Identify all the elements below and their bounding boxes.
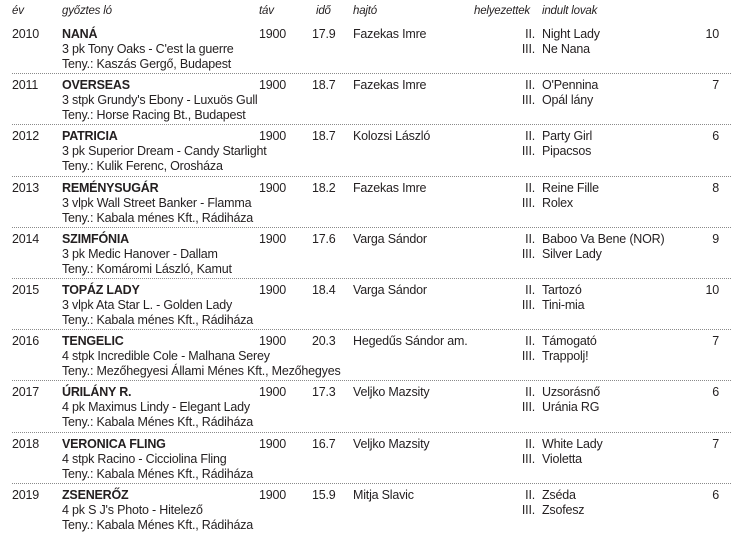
second-horse: Reine Fille (542, 181, 599, 195)
winner-cell (62, 385, 253, 430)
winner-cell (62, 334, 341, 379)
time-cell: 17.9 (312, 27, 336, 41)
second-horse: Támogató (542, 334, 597, 348)
distance-cell: 1900 (259, 78, 287, 92)
driver-cell: Hegedűs Sándor am. (353, 334, 468, 348)
place-second: II. (525, 488, 535, 502)
winner-name: TENGELIC (62, 334, 124, 348)
driver-cell: Veljko Mazsity (353, 437, 430, 451)
starters-count: 10 (705, 27, 719, 41)
third-horse: Trappolj! (542, 349, 589, 363)
driver-cell: Mitja Slavic (353, 488, 414, 502)
second-horse: Party Girl (542, 129, 593, 143)
table-row (0, 27, 743, 77)
winner-owner: Teny.: Kabala ménes Kft., Rádiháza (62, 313, 253, 327)
distance-cell: 1900 (259, 385, 287, 399)
year-cell: 2014 (12, 232, 40, 246)
distance-cell: 1900 (259, 181, 287, 195)
starters-count: 8 (712, 181, 719, 195)
time-cell: 18.7 (312, 129, 336, 143)
second-horse: O'Pennina (542, 78, 599, 92)
winner-owner: Teny.: Komáromi László, Kamut (62, 262, 232, 276)
row-divider (12, 432, 731, 433)
year-cell: 2010 (12, 27, 40, 41)
row-divider (12, 73, 731, 74)
winner-pedigree: 4 stpk Racino - Cicciolina Fling (62, 452, 227, 466)
place-third: III. (521, 503, 535, 517)
driver-cell: Kolozsi László (353, 129, 431, 143)
third-horse: Ne Nana (542, 42, 590, 56)
place-second: II. (525, 181, 535, 195)
second-horse: Baboo Va Bene (NOR) (542, 232, 665, 246)
placed-horses-cell (542, 437, 603, 467)
driver-cell: Varga Sándor (353, 232, 427, 246)
placed-horses-cell (542, 334, 597, 364)
row-divider (12, 227, 731, 228)
time-cell: 17.6 (312, 232, 336, 246)
table-row (0, 283, 743, 333)
header-gyoztes: győztes ló (62, 5, 112, 17)
third-horse: Silver Lady (542, 247, 602, 261)
driver-cell: Fazekas Imre (353, 78, 427, 92)
distance-cell: 1900 (259, 27, 287, 41)
time-cell: 18.4 (312, 283, 336, 297)
row-divider (12, 124, 731, 125)
third-horse: Opál lány (542, 93, 594, 107)
driver-cell: Fazekas Imre (353, 181, 427, 195)
winner-pedigree: 4 pk S J's Photo - Hitelező (62, 503, 203, 517)
placed-horses-cell (542, 181, 599, 211)
winner-cell (62, 232, 232, 277)
place-second: II. (525, 283, 535, 297)
distance-cell: 1900 (259, 437, 287, 451)
second-horse: White Lady (542, 437, 603, 451)
header-ido: idő (316, 5, 331, 17)
driver-cell: Varga Sándor (353, 283, 427, 297)
second-horse: Night Lady (542, 27, 600, 41)
winner-cell (62, 488, 253, 533)
place-second: II. (525, 437, 535, 451)
time-cell: 17.3 (312, 385, 336, 399)
winner-owner: Teny.: Kabala Ménes Kft., Rádiháza (62, 518, 253, 532)
placings-cell (505, 488, 535, 518)
second-horse: Tartozó (542, 283, 582, 297)
winner-owner: Teny.: Kabala ménes Kft., Rádiháza (62, 211, 253, 225)
place-third: III. (521, 42, 535, 56)
distance-cell: 1900 (259, 232, 287, 246)
driver-cell: Fazekas Imre (353, 27, 427, 41)
row-divider (12, 176, 731, 177)
winner-name: SZIMFÓNIA (62, 232, 129, 246)
time-cell: 20.3 (312, 334, 336, 348)
placings-cell (505, 385, 535, 415)
winner-owner: Teny.: Kulik Ferenc, Orosháza (62, 159, 223, 173)
row-divider (12, 483, 731, 484)
time-cell: 18.7 (312, 78, 336, 92)
placed-horses-cell (542, 385, 600, 415)
year-cell: 2011 (12, 78, 39, 92)
third-horse: Uránia RG (542, 400, 600, 414)
starters-count: 9 (712, 232, 719, 246)
row-divider (12, 278, 731, 279)
place-third: III. (521, 196, 535, 210)
header-hajto: hajtó (353, 5, 377, 17)
place-third: III. (521, 93, 535, 107)
winner-name: ZSENERŐZ (62, 488, 129, 502)
place-third: III. (521, 400, 535, 414)
year-cell: 2012 (12, 129, 40, 143)
starters-count: 6 (712, 385, 719, 399)
year-cell: 2019 (12, 488, 40, 502)
third-horse: Zsofesz (542, 503, 585, 517)
distance-cell: 1900 (259, 283, 287, 297)
winner-cell (62, 283, 253, 328)
winner-pedigree: 4 stpk Incredible Cole - Malhana Serey (62, 349, 270, 363)
time-cell: 18.2 (312, 181, 336, 195)
winner-owner: Teny.: Kaszás Gergő, Budapest (62, 57, 232, 71)
starters-count: 7 (712, 437, 719, 451)
place-third: III. (521, 144, 535, 158)
place-third: III. (521, 452, 535, 466)
place-second: II. (525, 27, 535, 41)
placings-cell (505, 78, 535, 108)
placed-horses-cell (542, 27, 600, 57)
starters-count: 10 (705, 283, 719, 297)
starters-count: 6 (712, 129, 719, 143)
winner-name: OVERSEAS (62, 78, 130, 92)
time-cell: 15.9 (312, 488, 336, 502)
distance-cell: 1900 (259, 334, 287, 348)
third-horse: Pipacsos (542, 144, 592, 158)
year-cell: 2015 (12, 283, 40, 297)
second-horse: Uzsorásnő (542, 385, 600, 399)
table-row (0, 385, 743, 435)
header-tav: táv (259, 5, 274, 17)
placings-cell (505, 437, 535, 467)
placings-cell (505, 283, 535, 313)
winner-owner: Teny.: Mezőhegyesi Állami Ménes Kft., Mezőhegyes (62, 364, 341, 378)
placed-horses-cell (542, 78, 598, 108)
row-divider (12, 329, 731, 330)
winner-owner: Teny.: Kabala Ménes Kft., Rádiháza (62, 467, 253, 481)
winner-pedigree: 3 vlpk Wall Street Banker - Flamma (62, 196, 252, 210)
starters-count: 6 (712, 488, 719, 502)
placings-cell (505, 27, 535, 57)
placed-horses-cell (542, 488, 584, 518)
place-second: II. (525, 78, 535, 92)
year-cell: 2018 (12, 437, 40, 451)
table-row (0, 437, 743, 487)
placings-cell (505, 181, 535, 211)
winner-pedigree: 4 pk Maximus Lindy - Elegant Lady (62, 400, 250, 414)
distance-cell: 1900 (259, 129, 287, 143)
place-third: III. (521, 349, 535, 363)
winner-pedigree: 3 stpk Grundy's Ebony - Luxuös Gull (62, 93, 258, 107)
winner-owner: Teny.: Kabala Ménes Kft., Rádiháza (62, 415, 253, 429)
winner-name: REMÉNYSUGÁR (62, 181, 159, 195)
header-indult: indult lovak (542, 5, 598, 17)
winner-cell (62, 78, 257, 123)
place-second: II. (525, 385, 535, 399)
place-second: II. (525, 232, 535, 246)
place-second: II. (525, 129, 535, 143)
third-horse: Violetta (542, 452, 582, 466)
table-row (0, 488, 743, 538)
winner-name: TOPÁZ LADY (62, 283, 140, 297)
winner-name: NANÁ (62, 27, 98, 41)
distance-cell: 1900 (259, 488, 287, 502)
winner-name: PATRICIA (62, 129, 118, 143)
year-cell: 2013 (12, 181, 40, 195)
starters-count: 7 (712, 334, 719, 348)
winner-pedigree: 3 pk Superior Dream - Candy Starlight (62, 144, 267, 158)
second-horse: Zséda (542, 488, 576, 502)
placed-horses-cell (542, 232, 664, 262)
place-third: III. (521, 247, 535, 261)
table-row (0, 129, 743, 179)
place-third: III. (521, 298, 535, 312)
placings-cell (505, 232, 535, 262)
winner-cell (62, 181, 253, 226)
table-row (0, 232, 743, 282)
header-helyezettek: helyezettek (474, 5, 530, 17)
third-horse: Tini-mia (542, 298, 585, 312)
winner-name: ÚRILÁNY R. (62, 385, 132, 399)
winner-cell (62, 129, 267, 174)
table-row (0, 334, 743, 384)
starters-count: 7 (712, 78, 719, 92)
winner-name: VERONICA FLING (62, 437, 166, 451)
third-horse: Rolex (542, 196, 573, 210)
winner-pedigree: 3 pk Tony Oaks - C'est la guerre (62, 42, 234, 56)
winner-cell (62, 27, 234, 72)
row-divider (12, 380, 731, 381)
placed-horses-cell (542, 129, 592, 159)
winner-cell (62, 437, 253, 482)
year-cell: 2017 (12, 385, 40, 399)
header-ev: év (12, 5, 24, 17)
driver-cell: Veljko Mazsity (353, 385, 430, 399)
placed-horses-cell (542, 283, 584, 313)
winner-owner: Teny.: Horse Racing Bt., Budapest (62, 108, 246, 122)
place-second: II. (525, 334, 535, 348)
winner-pedigree: 3 pk Medic Hanover - Dallam (62, 247, 218, 261)
table-row (0, 181, 743, 231)
table-row (0, 78, 743, 128)
placings-cell (505, 129, 535, 159)
winner-pedigree: 3 vlpk Ata Star L. - Golden Lady (62, 298, 233, 312)
time-cell: 16.7 (312, 437, 336, 451)
year-cell: 2016 (12, 334, 40, 348)
placings-cell (505, 334, 535, 364)
